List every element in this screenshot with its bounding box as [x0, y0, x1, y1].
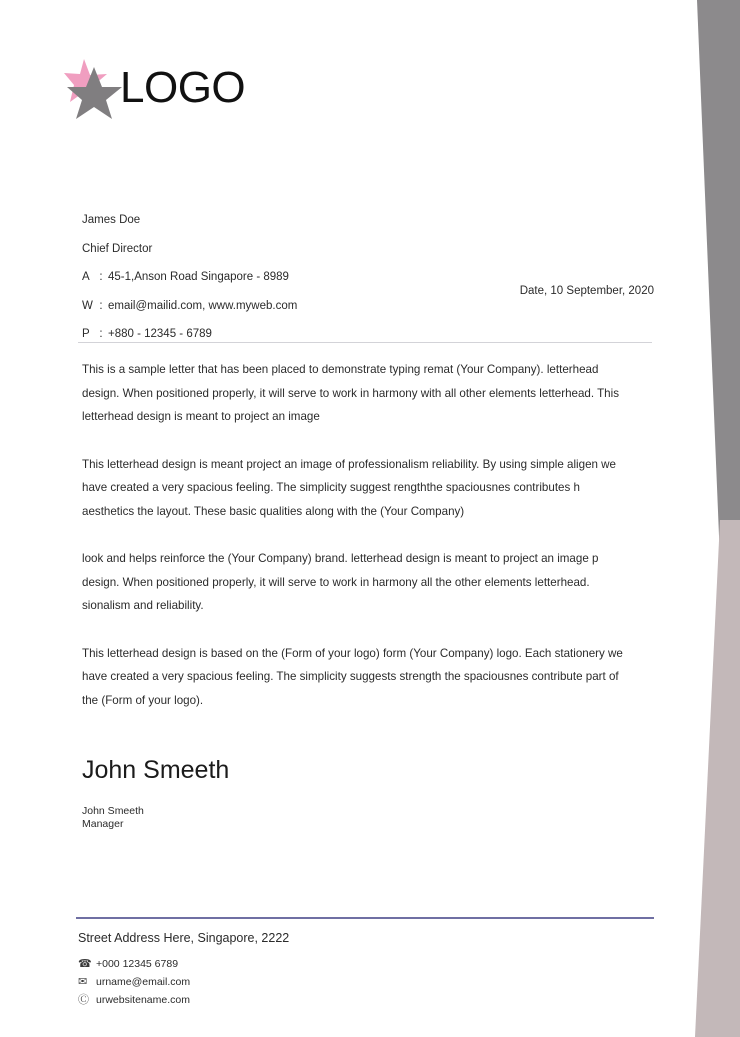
sender-phone-sep: :	[99, 328, 103, 340]
sender-address-row	[82, 272, 502, 284]
signature-block	[82, 758, 229, 831]
letter-date: Date, 10 September, 2020	[519, 285, 654, 297]
band-mauve-shape	[695, 520, 740, 1037]
logo-text: LOGO	[120, 63, 246, 112]
footer-email-text[interactable]: urname@email.com	[96, 975, 191, 988]
letter-body	[82, 358, 634, 712]
logo	[64, 52, 245, 124]
sender-web-label: W	[82, 299, 93, 312]
sender-address-label: A	[82, 271, 90, 283]
signature-role: Manager	[82, 818, 124, 830]
sender-block	[82, 215, 502, 341]
logo-mark	[64, 57, 122, 119]
sender-address-value: 45-1,Anson Road Singapore - 8989	[108, 271, 289, 283]
footer-phone-row	[78, 959, 578, 970]
footer-phone-text: +000 12345 6789	[96, 957, 179, 970]
sender-web-value: email@mailid.com, www.myweb.com	[108, 299, 298, 312]
decorative-side-band	[680, 0, 740, 1037]
sender-phone-value: +880 - 12345 - 6789	[108, 328, 212, 340]
sender-phone-row	[82, 329, 502, 341]
signature-printed-name: John Smeeth	[82, 805, 144, 817]
signature-name: John Smeeth	[82, 756, 230, 784]
footer-website-row[interactable]	[78, 995, 578, 1006]
footer-block	[78, 932, 578, 1006]
sender-phone-label: P	[82, 328, 90, 340]
sender-title: Chief Director	[82, 242, 153, 255]
footer-website-text[interactable]: urwebsitename.com	[96, 993, 190, 1006]
body-paragraph-2: This letterhead design is meant project an image of professionalism reliability. By using simple aligen we have created a very spacious feeling. The simplicity suggest rengththe spaciousnes contributes h aesthetics the layout. These basic qualities along with the (Your Company)	[82, 457, 617, 518]
sender-web-row	[82, 301, 502, 313]
globe-icon: Ⓒ	[78, 993, 89, 1006]
band-gray-shape	[697, 0, 740, 560]
envelope-icon: ✉	[78, 975, 88, 988]
footer-email-row[interactable]	[78, 977, 578, 988]
sender-name: James Doe	[82, 214, 141, 226]
footer-address: Street Address Here, Singapore, 2222	[78, 931, 290, 945]
footer-divider	[76, 917, 654, 919]
top-divider	[78, 342, 652, 343]
sender-web-sep: :	[99, 299, 103, 312]
sender-address-sep: :	[99, 271, 103, 283]
body-paragraph-3: look and helps reinforce the (Your Company) brand. letterhead design is meant to project an image p design. When positioned properly, it will serve to work in harmony all the other elements letterhead. sionalism and reliability.	[82, 552, 599, 612]
body-paragraph-1: This is a sample letter that has been placed to demonstrate typing remat (Your Company). letterhead design. When positioned properly, it will serve to work in harmony with all other elements letterhead. This letterhead design is meant to project an image	[82, 363, 620, 423]
phone-icon: ☎	[78, 957, 92, 970]
body-paragraph-4: This letterhead design is based on the (Form of your logo) form (Your Company) logo. Each stationery we have created a very spacious feeling. The simplicity suggests strength the spaciousnes contribute part of the (Form of your logo).	[82, 646, 623, 707]
